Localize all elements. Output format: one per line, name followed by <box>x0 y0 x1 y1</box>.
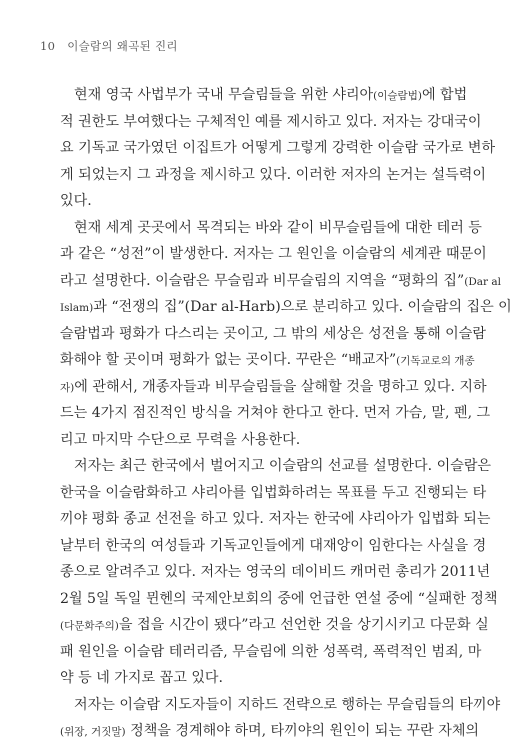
text-line: 2월 5일 독일 뮌헨의 국제안보회의 중에 언급한 연설 중에 “실패한 정책 <box>60 590 498 607</box>
text-line: 종으로 알려주고 있다. 저자는 영국의 데이비드 캐머런 총리가 2011년 <box>60 564 491 580</box>
text-line: 라고 설명한다. 이슬람은 무슬림과 비무슬림의 지역을 “평화의 집”(Dar al <box>60 272 501 289</box>
running-title: 이슬람의 왜곡된 진리 <box>67 39 178 53</box>
text-line: 현재 세계 곳곳에서 목격되는 바와 같이 비무슬림들에 대한 테러 등 <box>74 219 482 236</box>
text-line: Islam)과 “전쟁의 집”(Dar al-Harb)으로 분리하고 있다. 이슬람의 집은 이 <box>60 299 512 315</box>
text-line: 리고 마지막 수단으로 무력을 사용한다. <box>60 431 301 448</box>
paragraph <box>60 453 498 692</box>
page-number: 10 <box>40 39 56 53</box>
text-line: 현재 영국 사법부가 국내 무슬림들을 위한 샤리아(이슬람법)에 합법 <box>74 87 468 103</box>
text-line: 게 되었는지 그 과정을 제시하고 있다. 이러한 저자의 논거는 설득력이 <box>60 166 487 183</box>
text-line: 약 등 네 가지로 꼽고 있다. <box>60 670 224 686</box>
text-line: 자)에 관해서, 개종자들과 비무슬림들을 살해할 것을 명하고 있다. 지하 <box>60 378 487 395</box>
paragraph <box>60 82 496 215</box>
body-text <box>60 82 512 745</box>
text-line: 요 기독교 국가였던 이집트가 어떻게 그렇게 강력한 이슬람 국가로 변하 <box>60 140 496 156</box>
text-line: 패 원인을 이슬람 테러리즘, 무슬림에 의한 성폭력, 폭력적인 범죄, 마 <box>60 643 482 660</box>
text-line: 슬람법과 평화가 다스리는 곳이고, 그 밖의 세상은 성전을 통해 이슬람 <box>60 325 487 342</box>
text-line: 한국을 이슬람화하고 샤리아를 입법화하려는 목표를 두고 진행되는 타 <box>60 484 487 501</box>
text-line: 화해야 할 곳이며 평화가 없는 곳이다. 꾸란은 “배교자”(기독교로의 개종 <box>60 352 475 368</box>
text-line: 저자는 최근 한국에서 벌어지고 이슬람의 선교를 설명한다. 이슬람은 <box>74 458 492 474</box>
text-line: 날부터 한국의 여성들과 기독교인들에게 대재앙이 임한다는 사실을 경 <box>60 537 487 554</box>
text-line: 과 같은 “성전”이 발생한다. 저자는 그 원인을 이슬람의 세계관 때문이 <box>60 246 487 262</box>
text-line: (다문화주의)을 접을 시간이 됐다”라고 선언한 것을 상기시키고 다문화 실 <box>60 617 489 633</box>
text-line: 드는 4가지 점진적인 방식을 거쳐야 한다고 한다. 먼저 가슴, 말, 펜, 그 <box>60 405 491 421</box>
paragraph <box>60 692 501 745</box>
paragraph <box>60 215 512 454</box>
text-line: 끼야 평화 종교 선전을 하고 있다. 저자는 한국에 샤리아가 입법화 되는 <box>60 511 491 527</box>
running-header <box>40 38 178 54</box>
text-line: 적 권한도 부여했다는 구체적인 예를 제시하고 있다. 저자는 강대국이 <box>60 113 482 130</box>
text-line: 있다. <box>60 193 92 209</box>
text-line: 저자는 이슬람 지도자들이 지하드 전략으로 행하는 무슬림들의 타끼야 <box>74 696 501 713</box>
text-line: (위장, 거짓말) 정책을 경계해야 하며, 타끼야의 원인이 되는 꾸란 자체의 <box>60 723 480 739</box>
